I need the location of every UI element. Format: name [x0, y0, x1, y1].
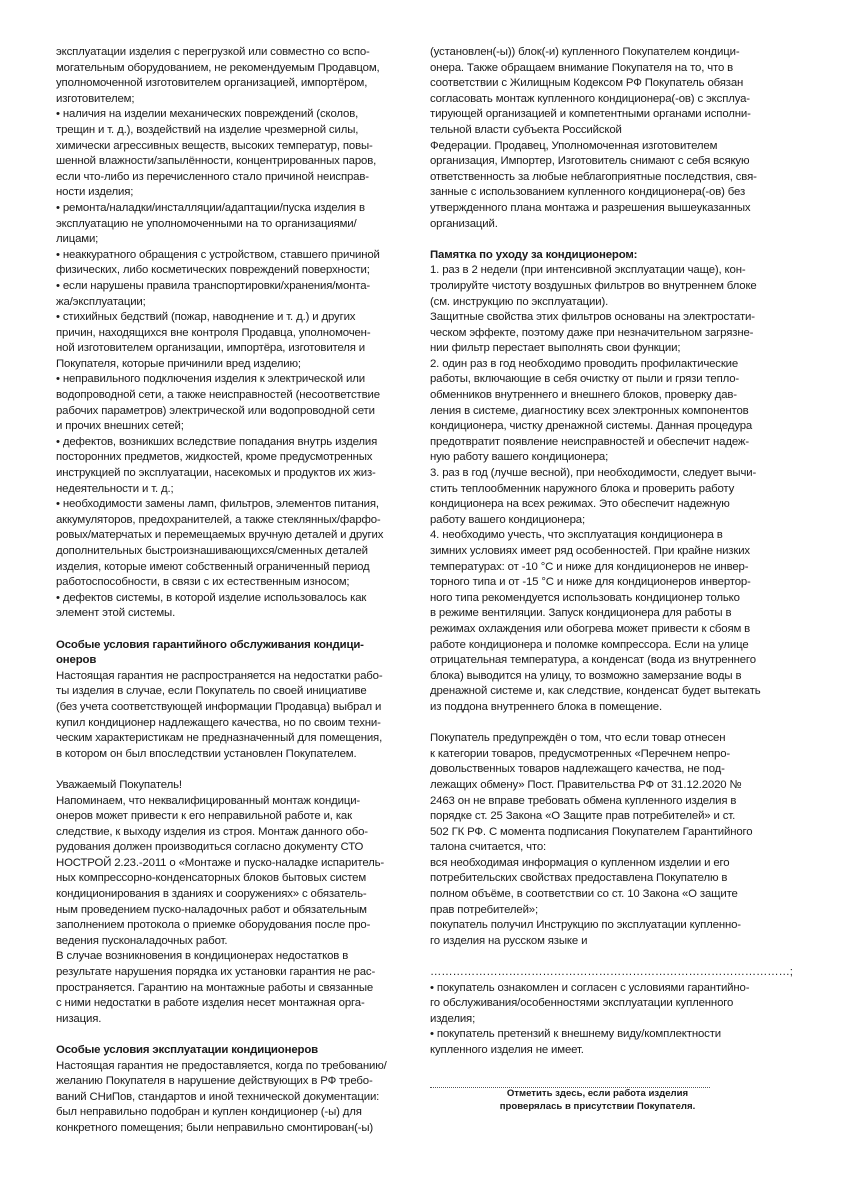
- text-line: • наличия на изделии механических повреждений (сколов,: [56, 108, 359, 121]
- text-line: организаций.: [430, 217, 498, 230]
- text-line: лицами;: [56, 233, 99, 246]
- text-line: химически агрессивных веществ, высоких температур, повы-: [56, 139, 373, 152]
- text-line: конкретного помещения; были неправильно смонтирован(-ы): [56, 1121, 374, 1134]
- text-line: работе кондиционера и поломке компрессора. Если на улице: [430, 638, 749, 651]
- text-line: к категории товаров, предусмотренных «Перечнем непро-: [430, 747, 731, 760]
- text-line: (см. инструкцию по эксплуатации).: [430, 295, 609, 308]
- text-line: тирующей организацией и компетентными органами исполни-: [430, 108, 751, 121]
- text-line: потребительских свойствах предоставлена Покупателю в: [430, 872, 728, 885]
- text-line: Покупатель предупреждён о том, что если товар отнесен: [430, 732, 726, 745]
- text-line: из поддона внутреннего блока в помещение.: [430, 700, 662, 713]
- text-line: (без учета соответствующей информации Продавца) выбрал и: [56, 700, 382, 713]
- text-line: • стихийных бедствий (пожар, наводнение и т. д.) и других: [56, 311, 356, 324]
- text-line: ным проведением пуско-наладочных работ и обязательным: [56, 903, 367, 916]
- text-line: жа/эксплуатации;: [56, 295, 146, 308]
- text-line: • ремонта/наладки/инсталляции/адаптации/пуска изделия в: [56, 201, 365, 214]
- text-line: купленного изделия не имеет.: [430, 1044, 584, 1056]
- text-line: недеятельности и т. д.;: [56, 482, 174, 495]
- text-line: кондиционирования в зданиях и сооружениях» с обязатель-: [56, 888, 367, 901]
- signature-note-line-1: Отметить здесь, если работа изделия: [506, 1088, 689, 1100]
- text-line: работоспособности, в связи с их естественным износом;: [56, 576, 350, 589]
- section-heading-line: Особые условия гарантийного обслуживания кондици-: [56, 638, 364, 651]
- text-line: в режиме вентиляции. Запуск кондиционера для работы в: [430, 607, 732, 620]
- text-line: дренажной системе и, как следствие, конденсат будет вытекать: [430, 685, 761, 698]
- right-column: [430, 45, 793, 1113]
- text-line: тельной власти субъекта Российской: [430, 123, 622, 136]
- text-line: уполномоченной изготовителем организацией, импортёром,: [56, 77, 368, 90]
- text-line: ты изделия в случае, если Покупатель по своей инициативе: [56, 685, 367, 698]
- text-line: тролируйте чистоту воздушных фильтров во внутреннем блоке: [430, 279, 757, 292]
- text-line: организация, Импортер, Изготовитель снимают с себя всякую: [430, 155, 750, 168]
- text-line: следствие, к выходу изделия из строя. Монтаж данного обо-: [56, 825, 368, 838]
- paragraph-gap: [430, 716, 782, 732]
- text-line: дополнительных быстроизнашивающихся/сменных деталей: [56, 545, 368, 557]
- text-line: порядке ст. 25 Закона «О Защите прав потребителей» и ст.: [430, 810, 736, 823]
- text-line: НОСТРОЙ 2.23.-2011 о «Монтаже и пуско-наладке испаритель-: [56, 856, 385, 869]
- text-line: эксплуатацию не уполномоченными на то организациями/: [56, 217, 357, 230]
- paragraph-gap: [56, 1027, 408, 1043]
- spacer: [430, 1059, 710, 1075]
- text-line: ведения пусконаладочных работ.: [56, 934, 228, 947]
- text-line: обменников внутреннего и внешнего блоков, проверку дав-: [430, 389, 737, 402]
- text-line: изготовителем;: [56, 92, 135, 105]
- text-line: купил кондиционер надлежащего качества, но по своим техни-: [56, 716, 381, 729]
- text-line: • неаккуратного обращения с устройством, ставшего причиной: [56, 248, 380, 261]
- text-line: могательным оборудованием, не рекомендуемым Продавцом,: [56, 61, 380, 74]
- text-line: полном объёме, в соответствии со ст. 10 Закона «О защите: [430, 888, 738, 901]
- text-line: ческим характеристикам не предназначенный для помещения,: [56, 732, 383, 745]
- text-line: ную работу вашего кондиционера;: [430, 451, 609, 464]
- text-line: 2463 он не вправе требовать обмена купленного изделия в: [430, 794, 737, 807]
- text-line: занные с использованием купленного кондиционера(-ов) без: [430, 186, 746, 199]
- text-line: • покупатель претензий к внешнему виду/комплектности: [430, 1028, 721, 1041]
- text-line: вся необходимая информация о купленном изделии и его: [430, 856, 730, 869]
- text-line: утвержденного плана монтажа и разрешения вышеуказанных: [430, 201, 751, 214]
- text-line: низация.: [56, 1012, 102, 1025]
- text-line: температурах: от -10 °С и ниже для кондиционеров не инвер-: [430, 560, 749, 573]
- text-line: режимах охлаждения или обогрева может привести к сбоям в: [430, 622, 751, 635]
- paragraph-gap: [430, 949, 782, 965]
- signature-note-line-2: проверялась в присутствии Покупателя.: [499, 1100, 696, 1112]
- text-line: го обслуживания/особенностями эксплуатации купленного: [430, 997, 734, 1010]
- text-line: шенной влажности/запылённости, концентрированных паров,: [56, 155, 377, 168]
- text-line: • если нарушены правила транспортировки/хранения/монта-: [56, 279, 371, 292]
- text-line: и прочих внешних сетей;: [56, 420, 184, 433]
- paragraph-gap: [430, 232, 782, 248]
- text-line: стить теплообменник наружного блока и проверить работу: [430, 482, 735, 495]
- text-line: В случае возникновения в кондиционерах недостатков в: [56, 950, 349, 963]
- text-line: • покупатель ознакомлен и согласен с условиями гарантийно-: [430, 981, 750, 994]
- text-line: ческом эффекте, поэтому даже при незначительном загрязне-: [430, 326, 754, 339]
- text-line: блока) выводится на улицу, то возможно замерзание воды в: [430, 669, 742, 682]
- text-line: водопроводной сети, а также неисправностей (несоответствие: [56, 389, 380, 402]
- text-line: довольственных товаров надлежащего качества, не под-: [430, 763, 725, 776]
- text-line: ности изделия;: [56, 186, 134, 199]
- text-line: ных компрессорно-конденсаторных блоков бытовых систем: [56, 872, 367, 885]
- text-line: трещин и т. д.), воздействий на изделие чрезмерной силы,: [56, 123, 359, 136]
- text-line: 1. раз в 2 недели (при интенсивной эксплуатации чаще), кон-: [430, 264, 746, 277]
- signature-block: [430, 1059, 710, 1114]
- section-heading-line: онеров: [56, 654, 97, 667]
- paragraph-gap: [56, 762, 408, 778]
- text-line: рудования должен производиться согласно документу СТО: [56, 841, 364, 854]
- text-line: физических, либо косметических повреждений поверхности;: [56, 264, 370, 277]
- text-line: Покупателя, которые причинили вред изделию;: [56, 357, 301, 370]
- text-line: • дефектов системы, в которой изделие использовалось как: [56, 591, 367, 604]
- text-line: рабочих параметров) электрической или водопроводной сети: [56, 404, 375, 417]
- text-line: лежащих обмену» Пост. Правительства РФ от 31.12.2020 №: [430, 778, 742, 791]
- text-line: посторонних предметов, жидкостей, кроме предусмотренных: [56, 451, 373, 464]
- text-line: 2. один раз в год необходимо проводить профилактические: [430, 357, 739, 370]
- text-line: Федерации. Продавец, Уполномоченная изготовителем: [430, 139, 718, 152]
- text-line: изделия, которые имеют собственный ограниченный период: [56, 560, 370, 573]
- text-line: ной изготовителем организации, импортёра, изготовителя и: [56, 342, 366, 355]
- text-line: Защитные свойства этих фильтров основаны на электростати-: [430, 311, 755, 324]
- section-heading-line: Особые условия эксплуатации кондиционеров: [56, 1044, 318, 1056]
- text-line: Настоящая гарантия не распространяется на недостатки рабо-: [56, 669, 383, 682]
- text-line: причин, находящихся вне контроля Продавца, уполномочен-: [56, 326, 371, 339]
- text-line: предотвратит появление неисправностей и обеспечит надеж-: [430, 435, 749, 448]
- paragraph-gap: [56, 622, 408, 638]
- text-line: ного типа рекомендуется использовать кондиционер только: [430, 591, 740, 604]
- text-line: торного типа и от -15 °С и ниже для кондиционеров инвертор-: [430, 576, 751, 589]
- text-line: заполнением протокола о приемке оборудования после про-: [56, 919, 371, 932]
- text-line: • неправильного подключения изделия к электрической или: [56, 373, 365, 386]
- text-line: элемент этой системы.: [56, 607, 176, 620]
- text-line: работу вашего кондиционера;: [430, 513, 585, 526]
- text-line: отрицательная температура, а конденсат (вода из внутреннего: [430, 654, 756, 667]
- text-line: кондиционера на всех режимах. Это обеспечит надежную: [430, 498, 730, 511]
- text-line: результате нарушения порядка их установки гарантия не рас-: [56, 966, 376, 979]
- text-line: ответственность за любые неблагоприятные последствия, свя-: [430, 170, 757, 183]
- text-line: согласовать монтаж купленного кондиционера(-ов) с эксплуа-: [430, 92, 750, 105]
- text-line: онеров может привести к его неправильной работе и, как: [56, 810, 352, 823]
- text-line: аккумуляторов, предохранителей, а также стеклянных/фарфо-: [56, 513, 381, 526]
- text-line: талона считается, что:: [430, 841, 547, 854]
- text-line: инструкцией по эксплуатации, насекомых и продуктов их жиз-: [56, 467, 376, 480]
- text-line: прав потребителей»;: [430, 903, 538, 916]
- text-line: был неправильно подобран и куплен кондиционер (-ы) для: [56, 1106, 362, 1119]
- text-line: Настоящая гарантия не предоставляется, когда по требованию/: [56, 1059, 387, 1072]
- text-line: Уважаемый Покупатель!: [56, 778, 182, 791]
- text-line: го изделия на русском языке и: [430, 934, 588, 947]
- text-line: в котором он был впоследствии установлен Покупателем.: [56, 747, 357, 760]
- text-line: нии фильтр перестает выполнять свои функции;: [430, 342, 681, 355]
- text-line: с ними недостатки в работе изделия несет монтажная орга-: [56, 997, 365, 1010]
- text-line: ……………………………………………………………………………………;: [430, 966, 793, 979]
- text-line: (установлен(-ы)) блок(-и) купленного Покупателем кондици-: [430, 46, 740, 58]
- text-line: 4. необходимо учесть, что эксплуатация кондиционера в: [430, 529, 723, 542]
- text-line: ровых/матерчатых и перемещаемых вручную деталей и других: [56, 529, 384, 542]
- text-line: работы, включающие в себя очистку от пыли и грязи тепло-: [430, 373, 740, 386]
- text-line: ления в системе, диагностику всех электронных компонентов: [430, 404, 749, 417]
- text-line: желанию Покупателя в нарушение действующих в РФ требо-: [56, 1075, 373, 1088]
- text-line: пространяется. Гарантию на монтажные работы и связанные: [56, 981, 374, 994]
- text-line: • необходимости замены ламп, фильтров, элементов питания,: [56, 498, 379, 511]
- text-line: онера. Также обращаем внимание Покупателя на то, что в: [430, 61, 734, 74]
- text-line: кондиционера, чистку дренажной системы. Данная процедура: [430, 420, 753, 433]
- text-line: 502 ГК РФ. С момента подписания Покупателем Гарантийного: [430, 825, 753, 838]
- text-line: Напоминаем, что неквалифицированный монтаж кондици-: [56, 794, 361, 807]
- text-line: ваний СНиПов, стандартов и иной технической документации:: [56, 1090, 380, 1103]
- text-line: покупатель получил Инструкцию по эксплуатации купленно-: [430, 919, 741, 932]
- left-column: [56, 45, 408, 1137]
- section-heading-line: Памятка по уходу за кондиционером:: [430, 248, 638, 261]
- text-line: изделия;: [430, 1012, 476, 1025]
- text-line: соответствии с Жилищным Кодексом РФ Покупатель обязан: [430, 77, 744, 90]
- text-line: 3. раз в год (лучше весной), при необходимости, следует вычи-: [430, 467, 757, 480]
- text-line: эксплуатации изделия с перегрузкой или совместно со вспо-: [56, 46, 370, 58]
- text-line: • дефектов, возникших вследствие попадания внутрь изделия: [56, 435, 378, 448]
- text-line: зимних условиях имеет ряд особенностей. При крайне низких: [430, 545, 750, 557]
- text-line: если что-либо из перечисленного стало причиной неисправ-: [56, 170, 369, 183]
